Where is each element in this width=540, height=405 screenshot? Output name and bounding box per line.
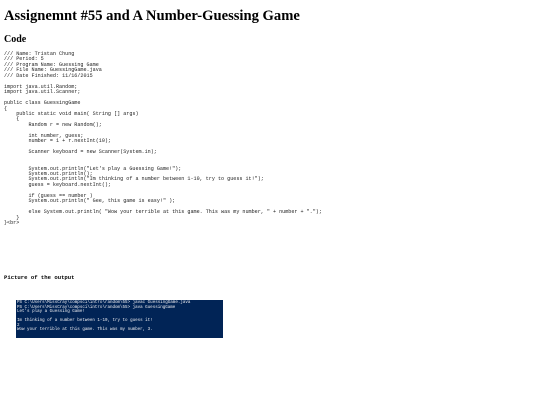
- output-section-heading: Picture of the output: [4, 274, 75, 281]
- code-section-heading: Code: [4, 34, 27, 45]
- page-title: Assignemnt #55 and A Number-Guessing Game: [4, 8, 300, 24]
- code-block: /// Name: Tristan Chung /// Period: 5 /// Program Name: Guessing Game /// File Name: GuessingGame.java /// Date Finished: 11/16/2015 import java.util.Random; import java.util.Scanner; public class GuessingGame { public static void main( String [] args) { Random r = new Random(); int number, guess; number = 1 + r.nextInt(10); Scanner keyboard = new Scanner(System.in); System.out.println("Let's play a Guessing Game!"); System.out.println(); System.out.println("Im thinking of a number between 1-10, try to guess it!"); guess = keyboard.nextInt(); if (guess == number ) System.out.println(" Gee, this game is easy!" ); else System.out.println( "Wow your terrible at this game. This was my number, " + number + "."); } }<br>: [4, 51, 322, 227]
- terminal-text: PS C:\Users\MissCray\compsci\intro\random\55> javac GuessingGame.java PS C:\Users\MissCray\compsci\intro\random\55> java GuessingGame Let's play a Guessing Game! Im thinking of a number between 1-10, try to guess it! 2 Wow your terrible at this game. This was my number, 3.: [17, 301, 191, 332]
- terminal-output-screenshot: [16, 300, 223, 338]
